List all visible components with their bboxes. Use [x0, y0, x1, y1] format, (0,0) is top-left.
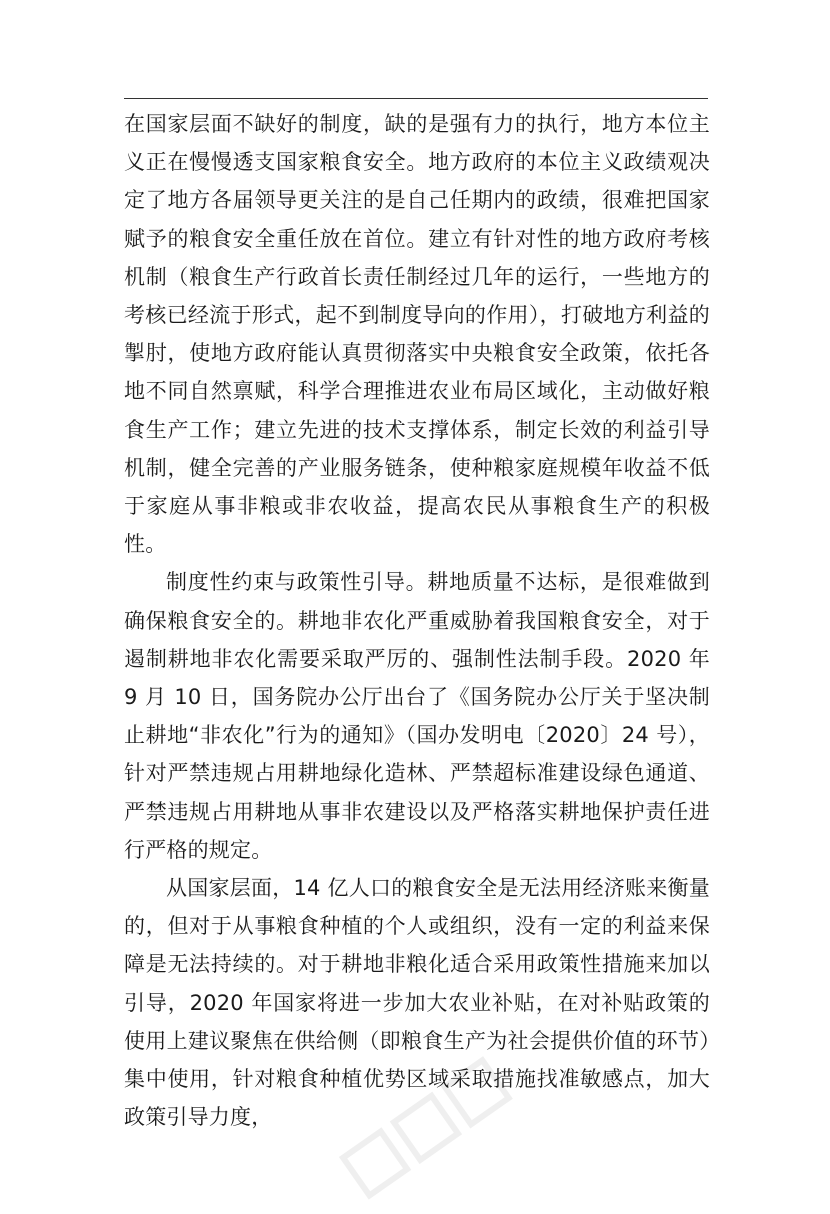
paragraph-1: 在国家层面不缺好的制度，缺的是强有力的执行，地方本位主义正在慢慢透支国家粮食安全。地方政府的本位主义政绩观决定了地方各届领导更关注的是自己任期内的政绩，很难把国家赋予的粮食安全重任放在首位。建立有针对性的地方政府考核机制（粮食生产行政首长责任制经过几年的运行，一些地方的考核已经流于形式，起不到制度导向的作用），打破地方利益的掣肘，使地方政府能认真贯彻落实中央粮食安全政策，依托各地不同自然禀赋，科学合理推进农业布局区域化，主动做好粮食生产工作；建立先进的技术支撑体系，制定长效的利益引导机制，健全完善的产业服务链条，使种粮家庭规模年收益不低于家庭从事非粮或非农收益，提高农民从事粮食生产的积极性。	[124, 112, 710, 557]
header-rule	[124, 98, 708, 99]
paragraph-3: 从国家层面，14 亿人口的粮食安全是无法用经济账来衡量的，但对于从事粮食种植的个人或组织，没有一定的利益来保障是无法持续的。对于耕地非粮化适合采用政策性措施来加以引导，2020 年国家将进一步加大农业补贴，在对补贴政策的使用上建议聚焦在供给侧（即粮食生产为社会提供价值的环节）集中使用，针对粮食种植优势区域采取措施找准敏感点，加大政策引导力度，	[124, 876, 710, 1130]
document-body	[124, 105, 710, 1136]
paragraph-2: 制度性约束与政策性引导。耕地质量不达标，是很难做到确保粮食安全的。耕地非农化严重威胁着我国粮食安全，对于遏制耕地非农化需要采取严厉的、强制性法制手段。2020 年 9 月 10 日，国务院办公厅出台了《国务院办公厅关于坚决制止耕地“非农化”行为的通知》（国办发明电〔2020〕24 号），针对严禁违规占用耕地绿化造林、严禁超标准建设绿色通道、严禁违规占用耕地从事非农建设以及严格落实耕地保护责任进行严格的规定。	[124, 570, 710, 862]
